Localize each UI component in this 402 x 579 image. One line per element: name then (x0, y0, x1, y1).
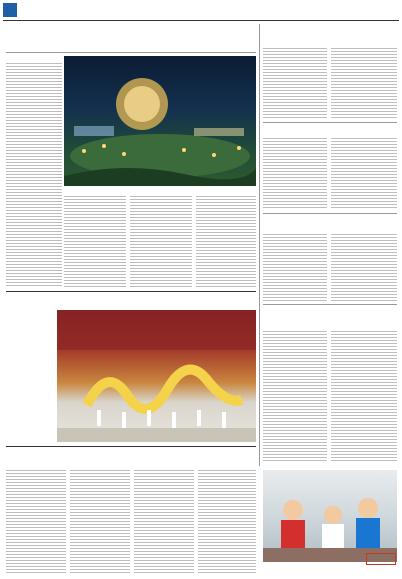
main-article-body-col4 (196, 196, 256, 288)
main-photo (64, 56, 256, 186)
right-rule1 (263, 122, 397, 123)
dragon-dance-photo (57, 310, 256, 442)
bottom-right-caption (263, 564, 397, 578)
right-rule2 (263, 213, 397, 214)
right-rule3 (263, 304, 397, 305)
main-article-body-col3 (130, 196, 192, 288)
main-article-body-col2 (64, 196, 126, 288)
right-article1-body-col2 (331, 48, 397, 120)
right-article1-body-col1 (263, 48, 327, 120)
students-activity-image (263, 470, 397, 562)
right-article2-body-col1 (263, 138, 327, 210)
main-article-body-col1 (6, 63, 62, 288)
right-article3-body-col1 (263, 234, 327, 302)
middle-rule (6, 291, 256, 292)
header-rule (3, 20, 399, 21)
right-article3-body-col2 (331, 234, 397, 302)
right-article4-body-col1 (263, 331, 327, 461)
right-article4-body-col2 (331, 331, 397, 461)
bottom-article-body-col2 (70, 470, 130, 575)
students-photo (263, 470, 397, 562)
date-line (391, 13, 396, 20)
right-article2-body-col2 (331, 138, 397, 210)
brand-stamp-icon (366, 553, 396, 565)
park-night-scene-image (64, 56, 256, 186)
headline-rule (6, 52, 256, 53)
bottom-rule (6, 446, 256, 447)
column-divider (259, 24, 260, 466)
middle-caption (6, 310, 54, 406)
dragon-dance-image (57, 310, 256, 442)
bottom-article-body-col1 (6, 470, 66, 575)
section-number-badge (3, 3, 17, 17)
bottom-article-body-col3 (134, 470, 194, 575)
bottom-article-body-col4 (198, 470, 256, 575)
